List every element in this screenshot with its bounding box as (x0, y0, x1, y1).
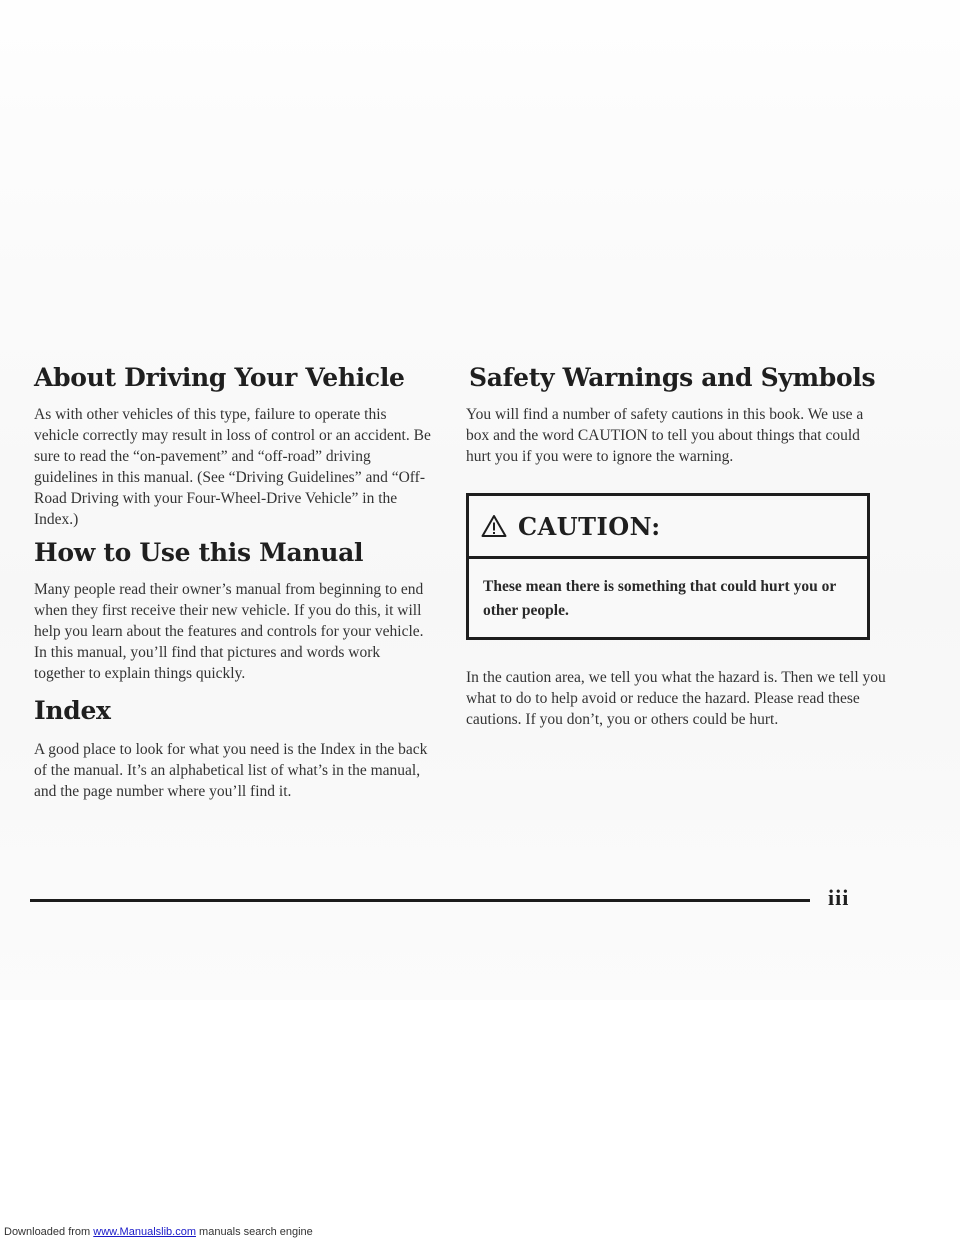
caution-title: CAUTION: (518, 511, 661, 541)
about-driving-heading: About Driving Your Vehicle (34, 363, 405, 392)
how-to-use-heading: How to Use this Manual (34, 538, 364, 567)
how-to-use-text: Many people read their owner’s manual from beginning to end when they first receive their new vehicle. If you do this, it will help you learn about the features and controls for your vehicle. In this manual, you’ll find that pictures and words work together to explain things quickly. (34, 581, 424, 682)
caution-explanation-text: In the caution area, we tell you what the hazard is. Then we tell you what to do to help avoid or reduce the hazard. Please read these cautions. If you don’t, you or others could be hurt. (466, 669, 886, 728)
warning-triangle-icon (481, 514, 507, 538)
safety-warnings-heading: Safety Warnings and Symbols (469, 363, 876, 392)
footer-prefix: Downloaded from (4, 1226, 94, 1238)
bottom-rule (30, 899, 810, 902)
index-heading: Index (34, 696, 111, 725)
page-number: iii (828, 885, 850, 910)
about-driving-text: As with other vehicles of this type, failure to operate this vehicle correctly may result in loss of control or an accident. Be sure to read the “on-pavement” and “off-road” driving guidelines in this manual. (See “Driving Guidelines” and “Off-Road Driving with your Four-Wheel-Drive Vehicle” in the Index.) (34, 406, 431, 528)
left-column (34, 362, 434, 802)
manualslib-link[interactable]: www.Manualslib.com (93, 1226, 196, 1238)
caution-box (466, 493, 870, 640)
right-column (466, 362, 886, 730)
caution-body: These mean there is something that could hurt you or other people. (483, 578, 836, 619)
footer-suffix: manuals search engine (195, 1226, 313, 1238)
download-footer (4, 1226, 313, 1238)
safety-warnings-text: You will find a number of safety cautions in this book. We use a box and the word CAUTION to tell you about things that could hurt you if you were to ignore the warning. (466, 406, 864, 465)
index-text: A good place to look for what you need is the Index in the back of the manual. It’s an alphabetical list of what’s in the manual, and the page number where you’ll find it. (34, 741, 428, 800)
caution-header (469, 496, 867, 559)
